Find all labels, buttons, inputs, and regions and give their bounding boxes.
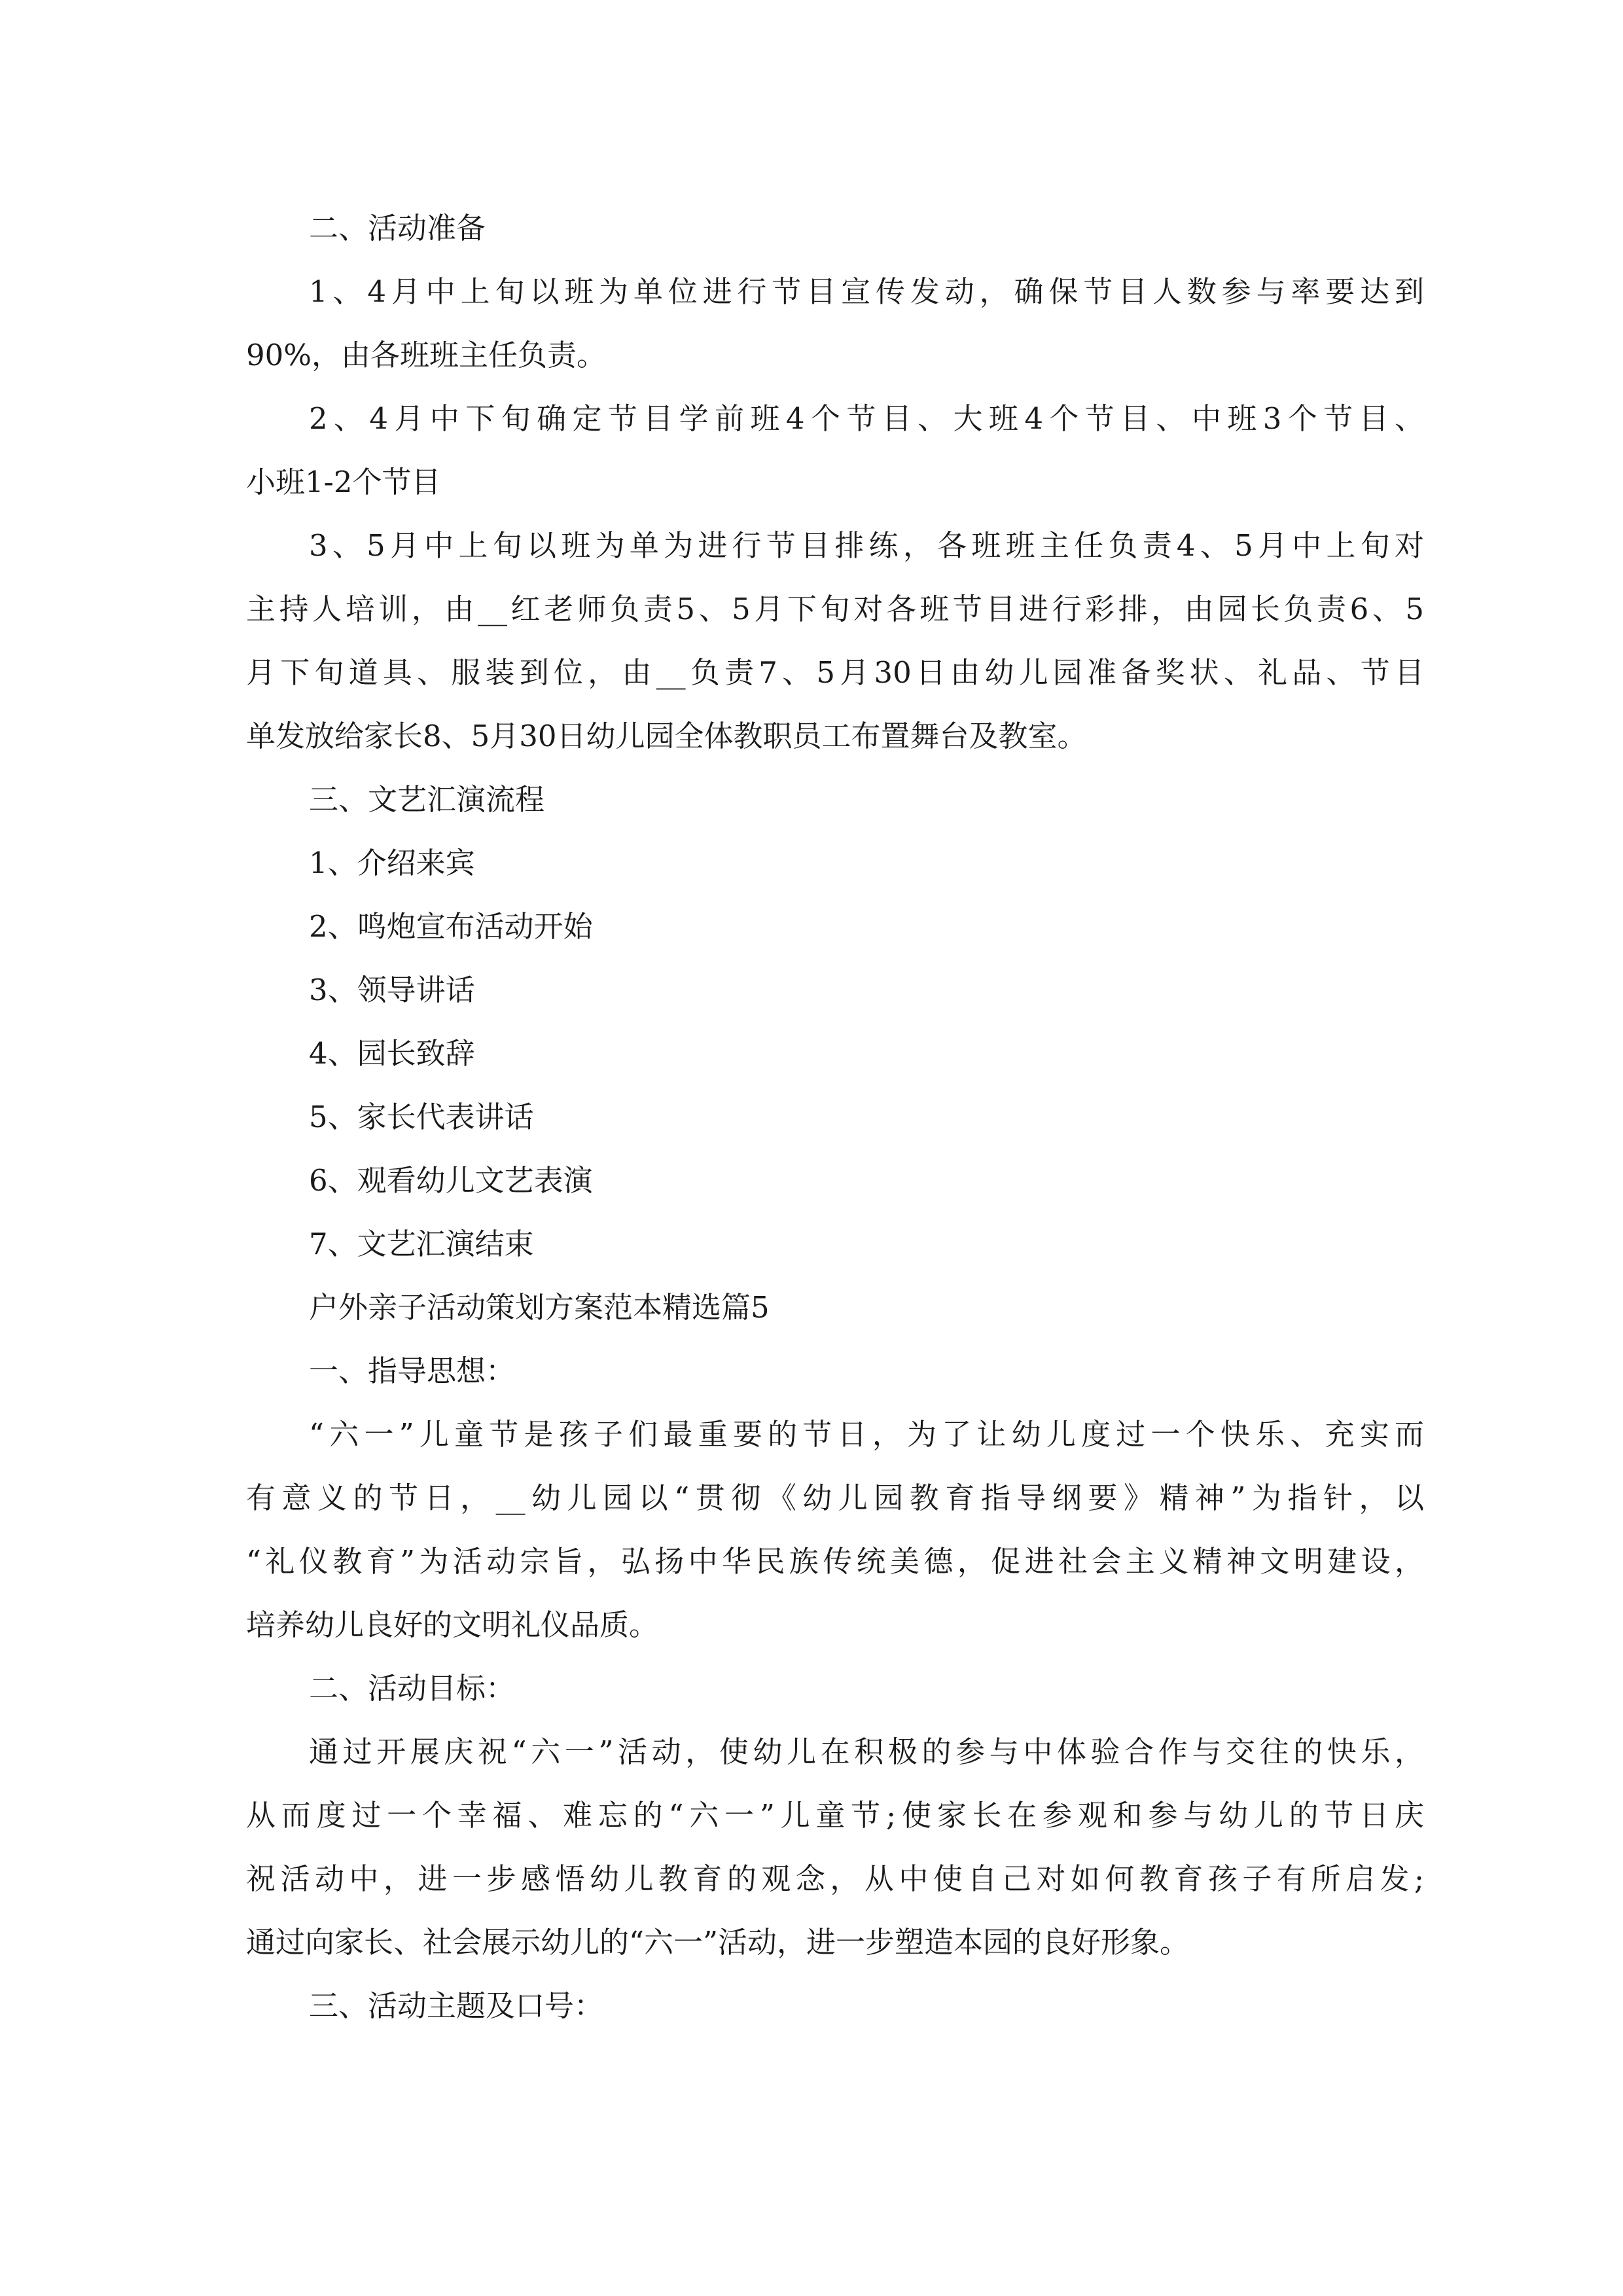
text-line: 主持人培训，由__红老师负责5、5月下旬对各班节目进行彩排，由园长负责6、5	[246, 592, 1424, 626]
text-line: 3、5月中上旬以班为单为进行节目排练，各班班主任负责4、5月中上旬对	[309, 528, 1424, 563]
text-line: 一、指导思想：	[309, 1354, 516, 1388]
text-line: 7、文艺汇演结束	[309, 1227, 534, 1261]
document-body	[246, 196, 1424, 2037]
text-line: 1、4月中上旬以班为单位进行节目宣传发动，确保节目人数参与率要达到	[309, 274, 1424, 309]
text-line: 通过开展庆祝“六一”活动，使幼儿在积极的参与中体验合作与交往的快乐，	[309, 1734, 1424, 1769]
text-line: 6、观看幼儿文艺表演	[309, 1163, 593, 1198]
text-line: 三、活动主题及口号：	[309, 1988, 604, 2023]
text-line: “六一”儿童节是孩子们最重要的节日，为了让幼儿度过一个快乐、充实而	[309, 1417, 1424, 1452]
text-line: “礼仪教育”为活动宗旨，弘扬中华民族传统美德，促进社会主义精神文明建设，	[246, 1544, 1424, 1579]
text-line: 祝活动中，进一步感悟幼儿教育的观念，从中使自己对如何教育孩子有所启发;	[246, 1861, 1424, 1896]
text-line: 2、4月中下旬确定节目学前班4个节目、大班4个节目、中班3个节目、	[309, 401, 1424, 436]
text-line: 小班1-2个节目	[246, 465, 441, 499]
text-line: 二、活动目标：	[309, 1671, 516, 1706]
text-line: 月下旬道具、服装到位，由__负责7、5月30日由幼儿园准备奖状、礼品、节目	[246, 655, 1424, 690]
text-line: 培养幼儿良好的文明礼仪品质。	[246, 1607, 659, 1642]
text-line: 二、活动准备	[309, 211, 486, 245]
text-line: 单发放给家长8、5月30日幼儿园全体教职员工布置舞台及教室。	[246, 719, 1087, 753]
text-line: 5、家长代表讲话	[309, 1100, 534, 1134]
text-line: 1、介绍来宾	[309, 846, 475, 880]
text-line: 3、领导讲话	[309, 973, 475, 1007]
text-line: 有意义的节日，__幼儿园以“贯彻《幼儿园教育指导纲要》精神”为指针，以	[246, 1480, 1424, 1515]
text-line: 从而度过一个幸福、难忘的“六一”儿童节;使家长在参观和参与幼儿的节日庆	[246, 1798, 1424, 1833]
text-line: 三、文艺汇演流程	[309, 782, 545, 817]
text-line: 90%，由各班班主任负责。	[246, 338, 607, 372]
text-line: 通过向家长、社会展示幼儿的“六一”活动，进一步塑造本园的良好形象。	[246, 1925, 1190, 1960]
text-line: 2、鸣炮宣布活动开始	[309, 909, 593, 944]
text-line: 户外亲子活动策划方案范本精选篇5	[309, 1290, 770, 1325]
text-line: 4、园长致辞	[309, 1036, 475, 1071]
